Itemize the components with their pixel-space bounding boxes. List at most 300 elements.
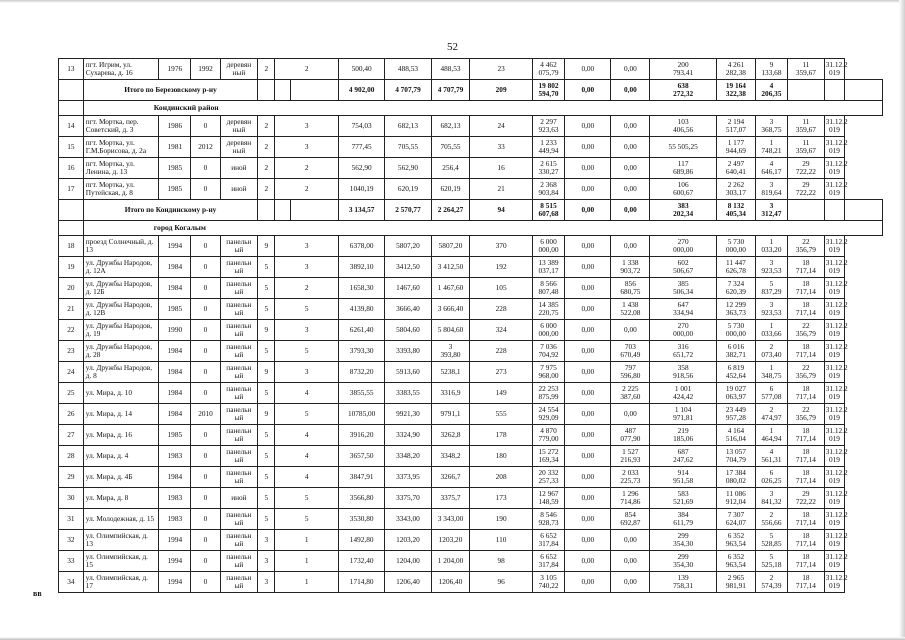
row-cell: 0,00 xyxy=(565,530,611,551)
row-cell: 2 xyxy=(258,116,275,137)
row-cell: 0 xyxy=(191,425,220,446)
region-spacer-cell xyxy=(59,221,84,236)
row-cell: 270 000,00 xyxy=(650,236,717,257)
row-cell: 33 xyxy=(470,137,532,158)
row-cell: 1983 xyxy=(159,488,191,509)
row-cell: 3316,9 xyxy=(431,383,470,404)
total-cell: 0,00 xyxy=(565,200,611,221)
table-row xyxy=(59,257,883,278)
row-cell: 682,13 xyxy=(385,116,431,137)
row-cell: 682,13 xyxy=(431,116,470,137)
row-cell: 180 xyxy=(470,446,532,467)
row-cell: 3 xyxy=(275,137,339,158)
row-cell: 4 xyxy=(275,467,339,488)
table-row xyxy=(59,59,883,80)
total-cell: 19 164 322,38 xyxy=(717,80,756,101)
table-row xyxy=(59,488,883,509)
row-address: ул. Дружбы Народов, д. 12Б xyxy=(83,278,158,299)
row-cell: 256,4 xyxy=(431,158,470,179)
row-cell: 18 717,14 xyxy=(788,425,825,446)
row-number: 22 xyxy=(59,320,84,341)
row-cell: 2 xyxy=(275,59,339,80)
row-cell: 1 438 522,08 xyxy=(611,299,650,320)
row-cell: 3375,70 xyxy=(385,488,431,509)
region-spacer-cell xyxy=(59,101,84,116)
row-cell: 3 105 740,22 xyxy=(532,572,564,593)
row-cell: 0,00 xyxy=(565,299,611,320)
row-cell: 3373,95 xyxy=(385,467,431,488)
row-cell: 1986 xyxy=(159,116,191,137)
row-cell: 3348,2 xyxy=(431,446,470,467)
row-cell: 4 561,31 xyxy=(755,446,787,467)
row-cell: 0 xyxy=(191,530,220,551)
row-cell: 149 xyxy=(470,383,532,404)
row-cell: 4 164 516,04 xyxy=(717,425,756,446)
row-cell: 5 xyxy=(258,341,275,362)
row-cell: панельн ый xyxy=(220,320,258,341)
row-cell: 4 261 282,38 xyxy=(717,59,756,80)
row-cell: 18 717,14 xyxy=(788,572,825,593)
row-cell: панельн ый xyxy=(220,551,258,572)
row-cell: 2 xyxy=(275,158,339,179)
row-cell: 0,00 xyxy=(611,404,650,425)
row-cell: 23 xyxy=(470,59,532,80)
table-row xyxy=(59,383,883,404)
row-cell: 31.12.2 019 xyxy=(824,551,844,572)
row-cell: панельн ый xyxy=(220,383,258,404)
row-address: ул. Мира, д. 14 xyxy=(83,404,158,425)
row-cell: 1984 xyxy=(159,383,191,404)
row-cell: 31.12.2 019 xyxy=(824,341,844,362)
row-number: 18 xyxy=(59,236,84,257)
row-number: 15 xyxy=(59,137,84,158)
row-cell: 31.12.2 019 xyxy=(824,383,844,404)
row-cell: 5 xyxy=(275,488,339,509)
row-cell: 16 xyxy=(470,158,532,179)
row-cell: 9791,1 xyxy=(431,404,470,425)
table-row xyxy=(59,236,883,257)
total-row xyxy=(59,200,883,221)
row-cell: 3566,80 xyxy=(339,488,385,509)
table-row xyxy=(59,425,883,446)
total-cell: 4 206,35 xyxy=(755,80,787,101)
table-row xyxy=(59,320,883,341)
row-cell: 0 xyxy=(191,116,220,137)
row-cell: 31.12.2 019 xyxy=(824,530,844,551)
total-empty-cell xyxy=(275,200,290,221)
row-cell: 6 000 000,00 xyxy=(532,236,564,257)
row-cell: 0 xyxy=(191,278,220,299)
row-cell: 500,40 xyxy=(339,59,385,80)
row-cell: 4 462 075,79 xyxy=(532,59,564,80)
row-address: ул. Мира, д. 10 xyxy=(83,383,158,404)
row-number: 28 xyxy=(59,446,84,467)
row-cell: 487 077,90 xyxy=(611,425,650,446)
row-cell: 1 xyxy=(275,530,339,551)
row-cell: 6 016 382,71 xyxy=(717,341,756,362)
row-number: 24 xyxy=(59,362,84,383)
row-cell: 18 717,14 xyxy=(788,257,825,278)
row-number: 23 xyxy=(59,341,84,362)
row-cell: 0,00 xyxy=(611,179,650,200)
row-cell: 2 xyxy=(258,179,275,200)
row-cell: 1990 xyxy=(159,320,191,341)
row-cell: 703 670,49 xyxy=(611,341,650,362)
row-cell: 3 xyxy=(275,362,339,383)
table-row xyxy=(59,530,883,551)
row-cell: 754,03 xyxy=(339,116,385,137)
row-cell: 1 001 424,42 xyxy=(650,383,717,404)
row-cell: 2 556,66 xyxy=(755,509,787,530)
row-cell: 31.12.2 019 xyxy=(824,404,844,425)
total-cell: 4 902,00 xyxy=(339,80,385,101)
row-cell: 3 412,50 xyxy=(431,257,470,278)
row-cell: 5 730 000,00 xyxy=(717,320,756,341)
row-address: ул. Олимпийская, д. 15 xyxy=(83,551,158,572)
row-cell: 1 233 449,94 xyxy=(532,137,564,158)
row-cell: 1 338 903,72 xyxy=(611,257,650,278)
row-cell: 31.12.2 019 xyxy=(824,362,844,383)
row-number: 27 xyxy=(59,425,84,446)
row-cell: 1 xyxy=(275,572,339,593)
row-cell: 0,00 xyxy=(565,488,611,509)
row-cell: 3892,10 xyxy=(339,257,385,278)
row-cell: 0,00 xyxy=(611,116,650,137)
row-cell: 3916,20 xyxy=(339,425,385,446)
row-cell: 6 352 963,54 xyxy=(717,551,756,572)
row-cell: 0 xyxy=(191,383,220,404)
row-cell: 31.12.2 019 xyxy=(824,236,844,257)
row-cell: 5807,20 xyxy=(385,236,431,257)
row-address: ул. Мира, д. 4 xyxy=(83,446,158,467)
row-cell: 17 384 080,02 xyxy=(717,467,756,488)
row-address: проезд Солнечный, д. 13 xyxy=(83,236,158,257)
row-cell: 4 646,17 xyxy=(755,158,787,179)
row-cell: 2 033 225,73 xyxy=(611,467,650,488)
row-cell: 1467,60 xyxy=(385,278,431,299)
row-cell: 0,00 xyxy=(611,236,650,257)
row-cell: 110 xyxy=(470,530,532,551)
row-cell: 1 033,66 xyxy=(755,320,787,341)
row-cell: иной xyxy=(220,158,258,179)
row-cell: 0,00 xyxy=(565,404,611,425)
row-cell: 5807,20 xyxy=(431,236,470,257)
row-cell: 3 xyxy=(258,572,275,593)
row-cell: 1984 xyxy=(159,467,191,488)
row-number: 17 xyxy=(59,179,84,200)
total-cell: 209 xyxy=(470,80,532,101)
row-cell: 192 xyxy=(470,257,532,278)
row-cell: 1492,80 xyxy=(339,530,385,551)
row-cell: 0,00 xyxy=(611,320,650,341)
row-cell: 2 194 517,07 xyxy=(717,116,756,137)
row-cell: панельн ый xyxy=(220,362,258,383)
row-cell: 1976 xyxy=(159,59,191,80)
row-cell: 1994 xyxy=(159,530,191,551)
row-address: ул. Олимпийская, д. 13 xyxy=(83,530,158,551)
row-cell: 488,53 xyxy=(431,59,470,80)
row-cell: 190 xyxy=(470,509,532,530)
row-cell: 0,00 xyxy=(611,137,650,158)
row-cell: 12 299 363,73 xyxy=(717,299,756,320)
row-cell: 0,00 xyxy=(611,551,650,572)
row-cell: 173 xyxy=(470,488,532,509)
row-number: 20 xyxy=(59,278,84,299)
row-cell: 2012 xyxy=(191,137,220,158)
row-cell: 228 xyxy=(470,299,532,320)
row-cell: 106 600,67 xyxy=(650,179,717,200)
row-cell: 0,00 xyxy=(565,341,611,362)
row-cell: 0 xyxy=(191,341,220,362)
row-cell: 555 xyxy=(470,404,532,425)
row-cell: 1732,40 xyxy=(339,551,385,572)
row-cell: 5 528,85 xyxy=(755,530,787,551)
row-cell: 31.12.2 019 xyxy=(824,278,844,299)
row-cell: 7 975 968,00 xyxy=(532,362,564,383)
row-cell: 1983 xyxy=(159,446,191,467)
row-cell: 5 xyxy=(258,509,275,530)
row-number: 25 xyxy=(59,383,84,404)
row-cell: 3266,7 xyxy=(431,467,470,488)
row-number: 26 xyxy=(59,404,84,425)
row-cell: 1 348,75 xyxy=(755,362,787,383)
row-cell: 178 xyxy=(470,425,532,446)
row-cell: 22 356,79 xyxy=(788,236,825,257)
row-cell: 299 354,30 xyxy=(650,530,717,551)
row-cell: панельн ый xyxy=(220,404,258,425)
total-cell: 19 802 594,70 xyxy=(532,80,564,101)
row-cell: 4 xyxy=(275,425,339,446)
row-cell: 5 xyxy=(275,299,339,320)
row-cell: 18 717,14 xyxy=(788,467,825,488)
row-cell: 0,00 xyxy=(565,425,611,446)
row-cell: 103 406,56 xyxy=(650,116,717,137)
row-cell: 3348,20 xyxy=(385,446,431,467)
row-cell: 4 xyxy=(275,446,339,467)
row-cell: 31.12.2 019 xyxy=(824,179,844,200)
row-cell: 6 652 317,84 xyxy=(532,551,564,572)
housing-register-table xyxy=(58,58,883,593)
row-cell: 3 343,00 xyxy=(431,509,470,530)
row-cell: 1206,40 xyxy=(431,572,470,593)
row-cell: 13 389 037,17 xyxy=(532,257,564,278)
row-cell: 14 385 220,75 xyxy=(532,299,564,320)
row-cell: 18 717,14 xyxy=(788,446,825,467)
row-cell: 31.12.2 019 xyxy=(824,59,844,80)
region-header-row xyxy=(59,101,883,116)
row-cell: 5913,60 xyxy=(385,362,431,383)
row-cell: 602 506,67 xyxy=(650,257,717,278)
row-cell: 647 334,94 xyxy=(650,299,717,320)
row-cell: 1 104 971,81 xyxy=(650,404,717,425)
row-number: 14 xyxy=(59,116,84,137)
row-cell: 0 xyxy=(191,179,220,200)
row-cell: панельн ый xyxy=(220,446,258,467)
table-row xyxy=(59,341,883,362)
row-cell: 2010 xyxy=(191,404,220,425)
row-address: пгт. Мортка, ул. Путейская, д. 8 xyxy=(83,179,158,200)
row-cell: 22 356,79 xyxy=(788,320,825,341)
total-cell: 8 132 405,34 xyxy=(717,200,756,221)
total-cell: 2 570,77 xyxy=(385,200,431,221)
row-cell: 6 652 317,84 xyxy=(532,530,564,551)
total-label: Итого по Кондинскому р-ну xyxy=(83,200,257,221)
row-cell: панельн ый xyxy=(220,530,258,551)
row-address: ул. Мира, д. 4Б xyxy=(83,467,158,488)
row-cell: 5 xyxy=(258,446,275,467)
row-address: ул. Дружбы Народов, д. 19 xyxy=(83,320,158,341)
row-address: ул. Мира, д. 16 xyxy=(83,425,158,446)
row-cell: 22 356,79 xyxy=(788,404,825,425)
row-cell: 488,53 xyxy=(385,59,431,80)
row-cell: 6 577,08 xyxy=(755,383,787,404)
row-cell: 0,00 xyxy=(565,572,611,593)
row-cell: 55 505,25 xyxy=(650,137,717,158)
row-cell: 0,00 xyxy=(565,137,611,158)
row-cell: 0 xyxy=(191,488,220,509)
row-cell: 7 324 620,39 xyxy=(717,278,756,299)
total-empty-cell xyxy=(258,80,275,101)
row-cell: иной xyxy=(220,488,258,509)
row-number: 32 xyxy=(59,530,84,551)
row-cell: 562,90 xyxy=(385,158,431,179)
row-cell: 18 717,14 xyxy=(788,530,825,551)
row-cell: 0 xyxy=(191,362,220,383)
row-cell: 1994 xyxy=(159,236,191,257)
row-cell: 31.12.2 019 xyxy=(824,158,844,179)
row-cell: 9 xyxy=(258,320,275,341)
table-row xyxy=(59,278,883,299)
row-cell: 5804,60 xyxy=(385,320,431,341)
row-cell: 273 xyxy=(470,362,532,383)
row-cell: 0,00 xyxy=(565,362,611,383)
row-cell: 3393,80 xyxy=(385,341,431,362)
row-cell: 705,55 xyxy=(385,137,431,158)
row-cell: 3 xyxy=(275,257,339,278)
row-cell: 1 467,60 xyxy=(431,278,470,299)
row-cell: панельн ый xyxy=(220,299,258,320)
row-cell: 8732,20 xyxy=(339,362,385,383)
total-cell: 0,00 xyxy=(611,80,650,101)
row-cell: 31.12.2 019 xyxy=(824,509,844,530)
row-cell: 3 xyxy=(275,236,339,257)
row-cell: 0,00 xyxy=(611,59,650,80)
total-cell: 0,00 xyxy=(565,80,611,101)
row-cell: 856 680,75 xyxy=(611,278,650,299)
row-cell: 0,00 xyxy=(565,59,611,80)
total-cell: 638 272,32 xyxy=(650,80,717,101)
row-cell: 18 717,14 xyxy=(788,509,825,530)
total-cell: 3 134,57 xyxy=(339,200,385,221)
row-cell: 0,00 xyxy=(565,257,611,278)
total-row xyxy=(59,80,883,101)
table-row xyxy=(59,158,883,179)
row-cell: 22 356,79 xyxy=(788,362,825,383)
row-cell: 0,00 xyxy=(565,320,611,341)
row-cell: 358 918,56 xyxy=(650,362,717,383)
row-cell: 2 965 981,91 xyxy=(717,572,756,593)
row-cell: 5 730 000,00 xyxy=(717,236,756,257)
row-cell: 3855,55 xyxy=(339,383,385,404)
row-cell: 3 923,53 xyxy=(755,299,787,320)
row-cell: 5 837,29 xyxy=(755,278,787,299)
row-address: пгт. Игрим, ул. Сухарева, д. 16 xyxy=(83,59,158,80)
row-cell: 2 xyxy=(275,179,339,200)
row-cell: 0 xyxy=(191,446,220,467)
row-cell: 11 359,67 xyxy=(788,137,825,158)
row-cell: 620,19 xyxy=(385,179,431,200)
row-cell: 1985 xyxy=(159,425,191,446)
row-cell: 11 447 626,78 xyxy=(717,257,756,278)
row-cell: 1983 xyxy=(159,509,191,530)
row-cell: 1984 xyxy=(159,278,191,299)
row-cell: 3666,40 xyxy=(385,299,431,320)
row-cell: 7 036 704,92 xyxy=(532,341,564,362)
row-cell: 3 666,40 xyxy=(431,299,470,320)
row-cell: 1203,20 xyxy=(385,530,431,551)
total-cell xyxy=(788,200,825,221)
row-cell: 562,90 xyxy=(339,158,385,179)
row-address: ул. Дружбы Народов, д. 28 xyxy=(83,341,158,362)
total-empty-cell xyxy=(845,200,883,221)
row-cell: 1 xyxy=(275,551,339,572)
row-cell: 385 506,34 xyxy=(650,278,717,299)
row-cell: 3262,8 xyxy=(431,425,470,446)
row-cell: 1994 xyxy=(159,551,191,572)
row-cell: 2 368 903,84 xyxy=(532,179,564,200)
row-address: ул. Дружбы Народов, д. 12А xyxy=(83,257,158,278)
total-empty-cell xyxy=(290,80,338,101)
row-cell: 1985 xyxy=(159,158,191,179)
row-cell: 18 717,14 xyxy=(788,383,825,404)
row-cell: панельн ый xyxy=(220,509,258,530)
row-cell: 11 359,67 xyxy=(788,59,825,80)
row-cell: 3 368,75 xyxy=(755,116,787,137)
row-cell: 0 xyxy=(191,467,220,488)
row-cell: 5 xyxy=(258,278,275,299)
row-cell: панельн ый xyxy=(220,257,258,278)
row-cell: 1 177 944,69 xyxy=(717,137,756,158)
row-number: 16 xyxy=(59,158,84,179)
row-cell: деревян ный xyxy=(220,116,258,137)
total-cell: 8 515 607,68 xyxy=(532,200,564,221)
total-cell: 0,00 xyxy=(611,200,650,221)
row-cell: 3847,91 xyxy=(339,467,385,488)
row-cell: 1 296 714,86 xyxy=(611,488,650,509)
row-cell: деревян ный xyxy=(220,59,258,80)
row-cell: 3 xyxy=(275,116,339,137)
row-cell: иной xyxy=(220,179,258,200)
row-cell: 2 xyxy=(258,137,275,158)
region-name: город Когалым xyxy=(83,221,882,236)
scan-edge-right xyxy=(899,0,905,640)
table-row xyxy=(59,362,883,383)
total-empty-cell xyxy=(258,200,275,221)
row-cell: 1 748,21 xyxy=(755,137,787,158)
row-cell: 1204,00 xyxy=(385,551,431,572)
row-address: ул. Молодежная, д. 15 xyxy=(83,509,158,530)
row-cell: 299 354,30 xyxy=(650,551,717,572)
row-cell: 0 xyxy=(191,257,220,278)
row-cell: 1994 xyxy=(159,572,191,593)
row-cell: 0,00 xyxy=(611,572,650,593)
row-cell: 200 793,41 xyxy=(650,59,717,80)
row-cell: 6 352 963,54 xyxy=(717,530,756,551)
row-cell: 31.12.2 019 xyxy=(824,116,844,137)
row-cell: 6 819 452,64 xyxy=(717,362,756,383)
row-cell: 1984 xyxy=(159,257,191,278)
row-cell: 139 758,31 xyxy=(650,572,717,593)
